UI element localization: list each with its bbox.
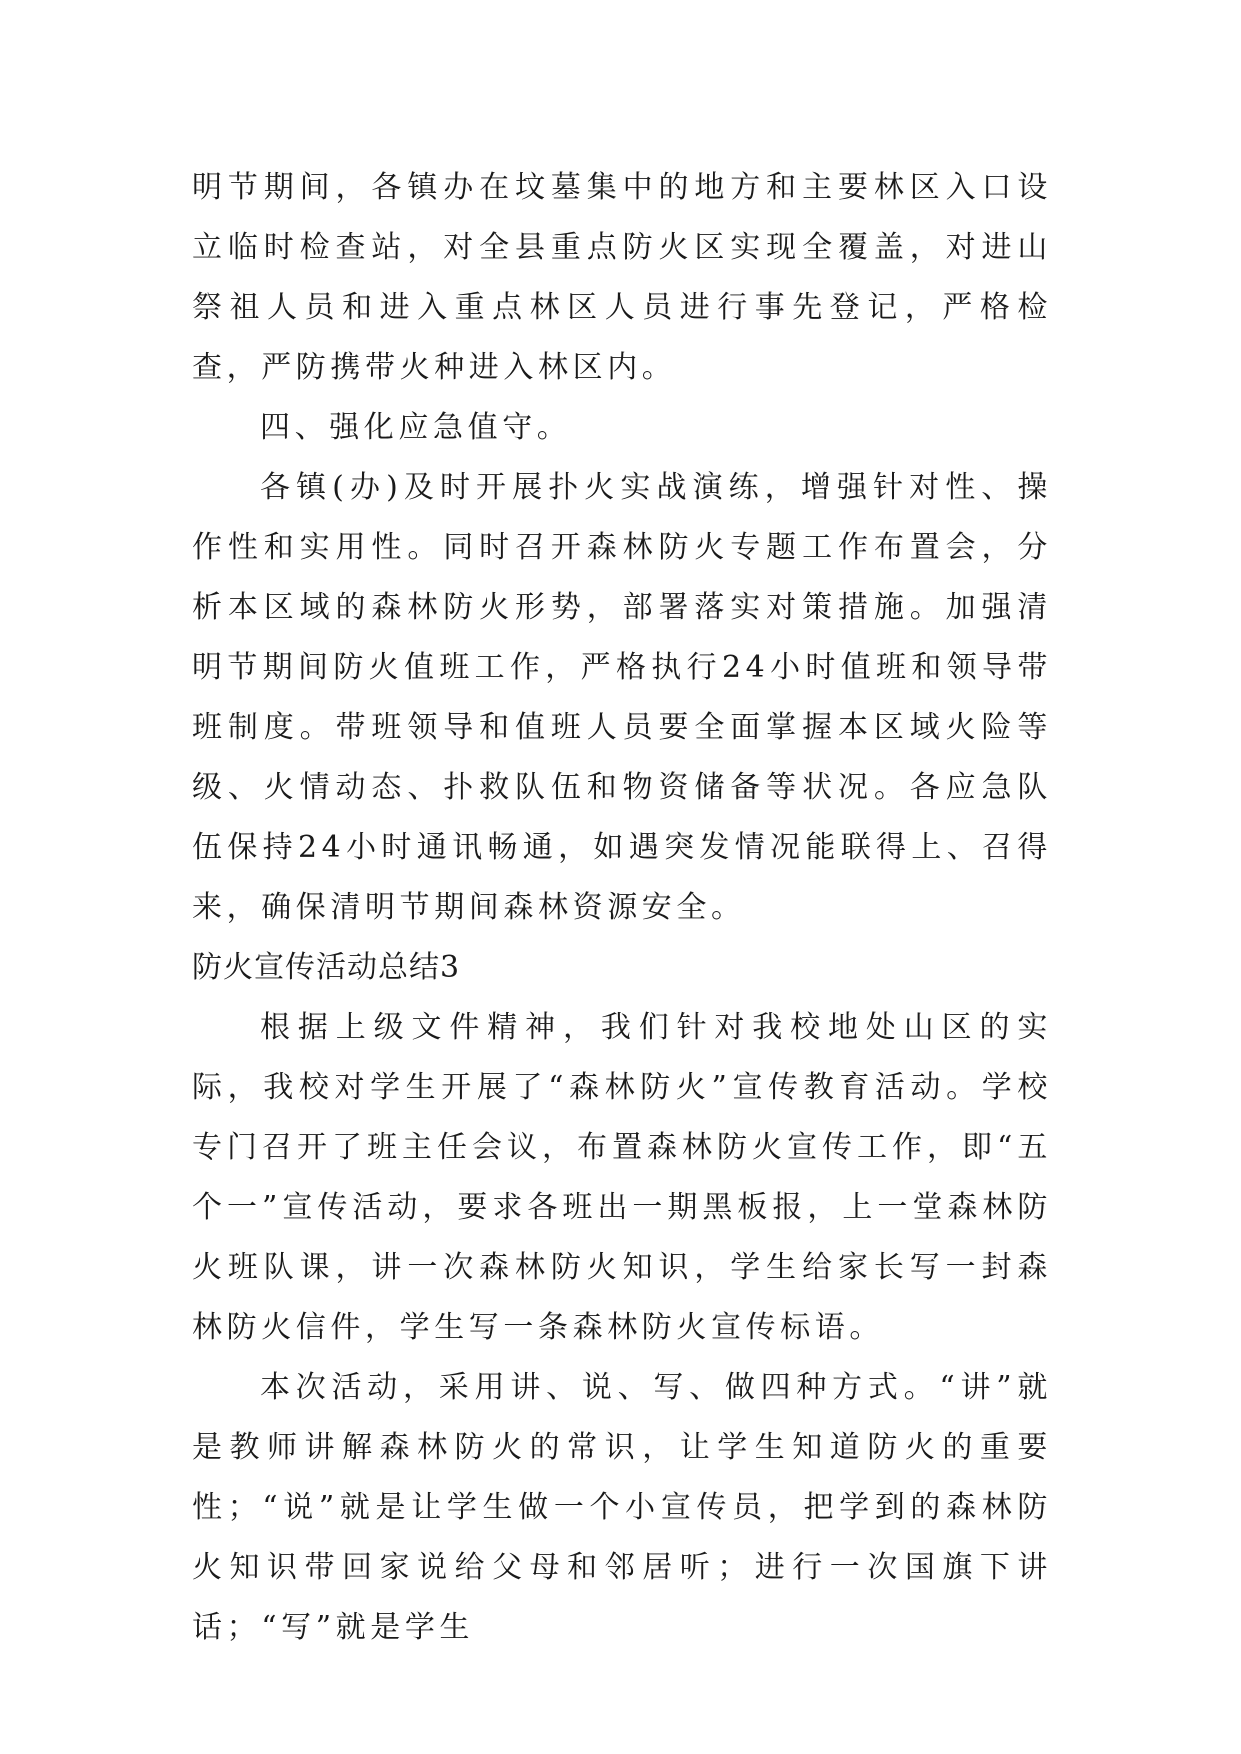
paragraph-checkpoint-continuation: 明节期间，各镇办在坟墓集中的地方和主要林区入口设立临时检查站，对全县重点防火区实现全覆盖，对进山祭祖人员和进入重点林区人员进行事先登记，严格检查，严防携带火种进入林区内。	[192, 170, 1052, 385]
section-heading-emergency-duty: 四、强化应急值守。	[260, 410, 572, 445]
paragraph-activity-methods: 本次活动，采用讲、说、写、做四种方式。“讲”就是教师讲解森林防火的常识，让学生知道防火的重要性；“说”就是让学生做一个小宣传员，把学到的森林防火知识带回家说给父母和邻居听；进行一次国旗下讲话；“写”就是学生	[192, 1370, 1052, 1645]
paragraph-school-campaign: 根据上级文件精神，我们针对我校地处山区的实际，我校对学生开展了“森林防火”宣传教育活动。学校专门召开了班主任会议，布置森林防火宣传工作，即“五个一”宣传活动，要求各班出一期黑板报，上一堂森林防火班队课，讲一次森林防火知识，学生给家长写一封森林防火信件，学生写一条森林防火宣传标语。	[192, 1010, 1052, 1345]
document-body	[192, 158, 1052, 1658]
paragraph-emergency-duty: 各镇(办)及时开展扑火实战演练，增强针对性、操作性和实用性。同时召开森林防火专题工作布置会，分析本区域的森林防火形势，部署落实对策措施。加强清明节期间防火值班工作，严格执行24小时值班和领导带班制度。带班领导和值班人员要全面掌握本区域火险等级、火情动态、扑救队伍和物资储备等状况。各应急队伍保持24小时通讯畅通，如遇突发情况能联得上、召得来，确保清明节期间森林资源安全。	[192, 470, 1052, 925]
article-title: 防火宣传活动总结3	[192, 950, 461, 985]
